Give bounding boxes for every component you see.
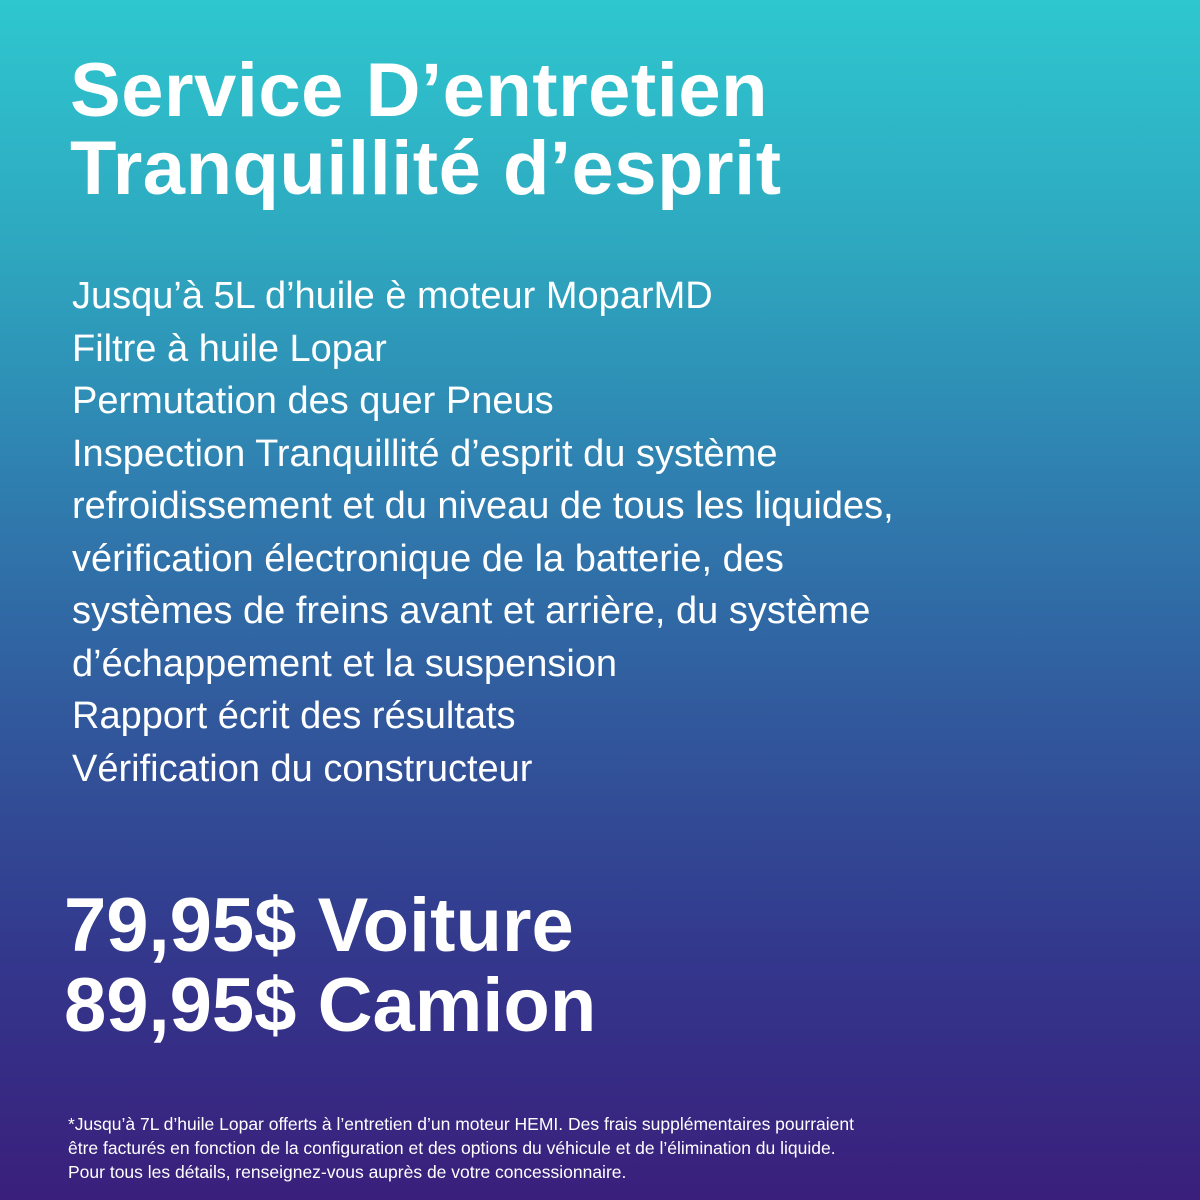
service-list <box>72 270 1182 795</box>
price-car: 79,95$ Voiture <box>64 883 574 968</box>
service-item: Vérification du constructeur <box>72 747 533 790</box>
disclaimer-line-2: être facturés en fonction de la configuration et des options du véhicule et de l’élimination du liquide. <box>68 1138 836 1158</box>
service-item: Filtre à huile Lopar <box>72 327 387 370</box>
service-item: d’échappement et la suspension <box>72 642 618 685</box>
service-item: systèmes de freins avant et arrière, du système <box>72 590 871 632</box>
promo-title-line-1: Service D’entretien <box>70 48 769 133</box>
service-item: vérification électronique de la batterie, des <box>72 537 784 580</box>
price-truck: 89,95$ Camion <box>64 963 597 1048</box>
service-item: refroidissement et du niveau de tous les liquides, <box>72 485 894 527</box>
service-item: Rapport écrit des résultats <box>72 695 516 737</box>
price-block <box>64 883 1144 1048</box>
service-item: Permutation des quer Pneus <box>72 380 554 422</box>
disclaimer <box>68 1112 1178 1184</box>
disclaimer-line-3: Pour tous les détails, renseignez-vous auprès de votre concessionnaire. <box>68 1162 627 1182</box>
disclaimer-line-1: *Jusqu’à 7L d’huile Lopar offerts à l’entretien d’un moteur HEMI. Des frais supplémentaires pourraient <box>68 1114 854 1134</box>
service-item: Jusqu’à 5L d’huile è moteur MoparMD <box>72 275 713 317</box>
promo-title <box>70 48 1150 211</box>
service-item: Inspection Tranquillité d’esprit du système <box>72 432 778 475</box>
promo-title-line-2: Tranquillité d’esprit <box>70 126 782 211</box>
